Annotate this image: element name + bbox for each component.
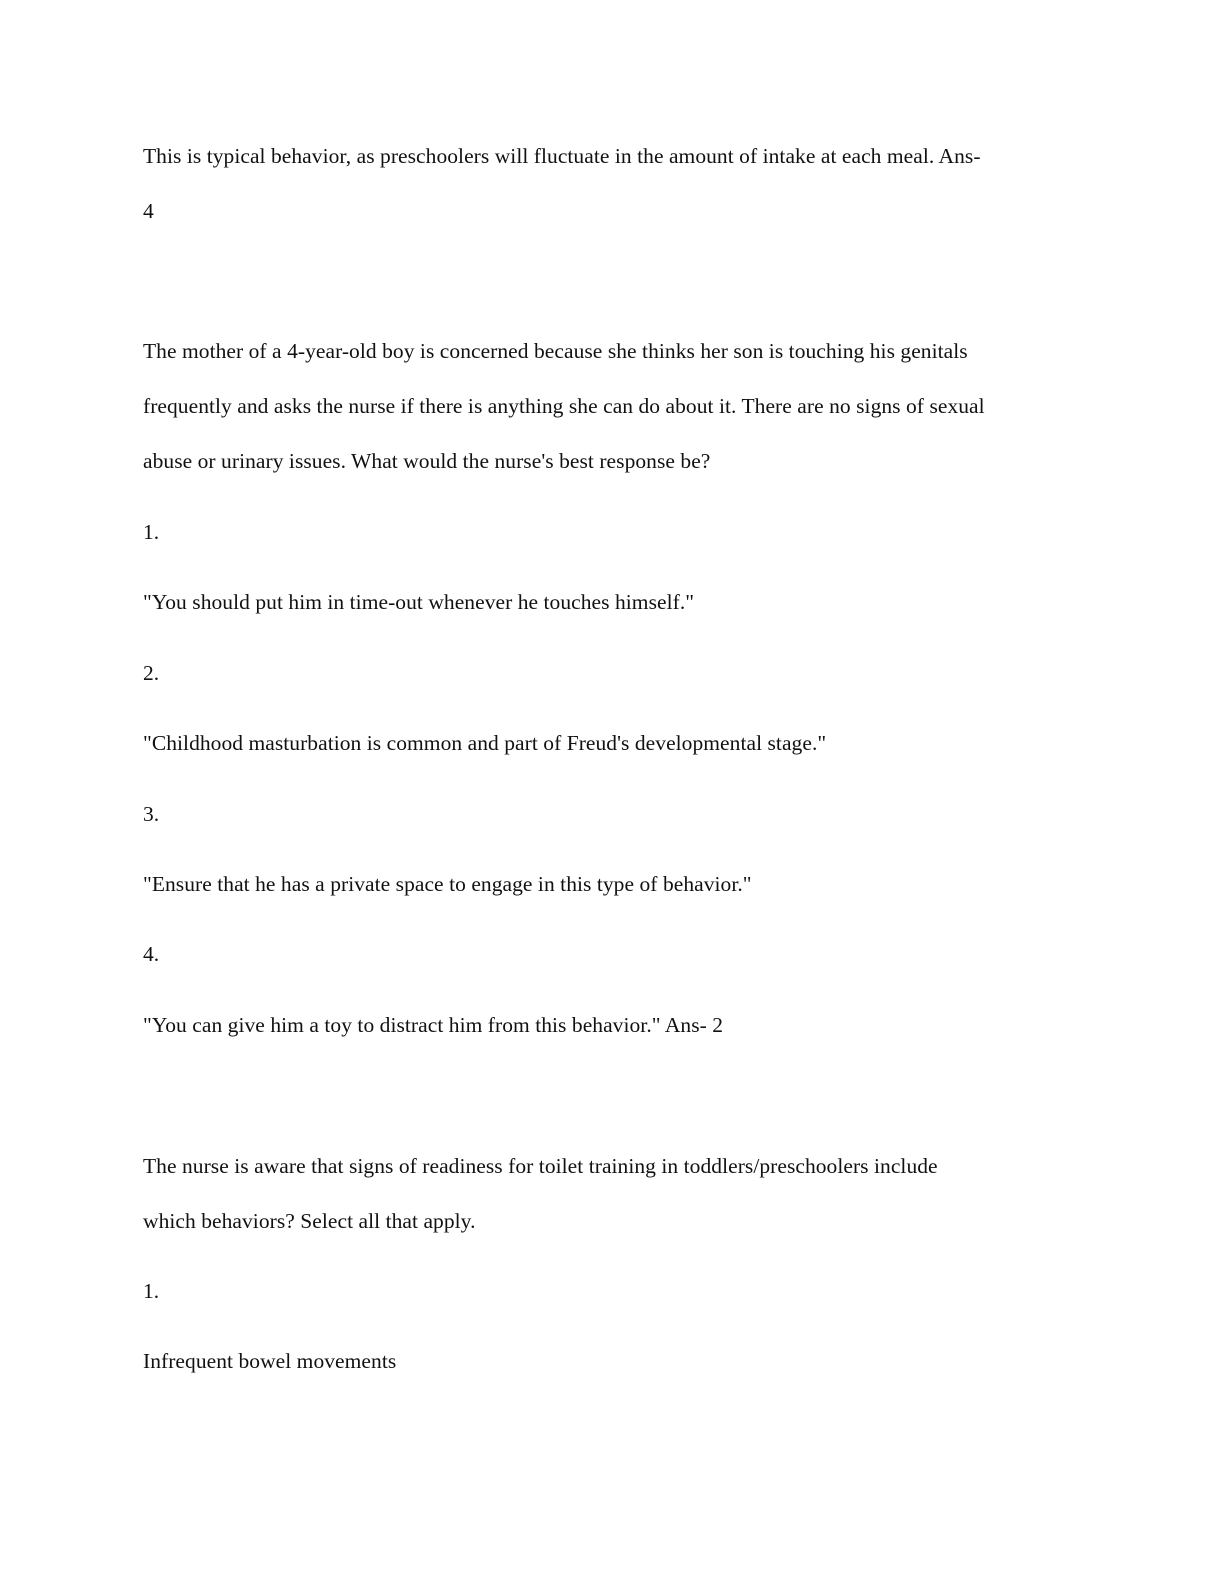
question-2-stem-line-1: The nurse is aware that signs of readiness for toilet training in toddlers/preschoolers include xyxy=(143,1154,938,1178)
question-1-option-4-text: "You can give him a toy to distract him from this behavior." Ans- 2 xyxy=(143,1013,724,1037)
question-1-stem-line-1: The mother of a 4-year-old boy is concerned because she thinks her son is touching his genitals xyxy=(143,339,968,363)
question-2-option-1-text: Infrequent bowel movements xyxy=(143,1349,397,1373)
question-1-option-1-text: "You should put him in time-out whenever he touches himself." xyxy=(143,590,695,614)
question-1-option-3-number: 3. xyxy=(143,802,160,826)
previous-answer-line-2: 4 xyxy=(143,199,154,223)
question-1-option-4-number: 4. xyxy=(143,942,160,966)
previous-answer-line-1: This is typical behavior, as preschoolers will fluctuate in the amount of intake at each meal. Ans- xyxy=(143,144,981,168)
question-1-option-2-number: 2. xyxy=(143,661,160,685)
question-1-stem-line-3: abuse or urinary issues. What would the nurse's best response be? xyxy=(143,449,711,473)
question-1-stem-line-2: frequently and asks the nurse if there is anything she can do about it. There are no signs of sexual xyxy=(143,394,985,418)
question-2-stem-line-2: which behaviors? Select all that apply. xyxy=(143,1209,476,1233)
question-1-option-3-text: "Ensure that he has a private space to engage in this type of behavior." xyxy=(143,872,752,896)
question-1-option-2-text: "Childhood masturbation is common and part of Freud's developmental stage." xyxy=(143,731,827,755)
question-2-option-1-number: 1. xyxy=(143,1279,160,1303)
question-1-option-1-number: 1. xyxy=(143,520,160,544)
